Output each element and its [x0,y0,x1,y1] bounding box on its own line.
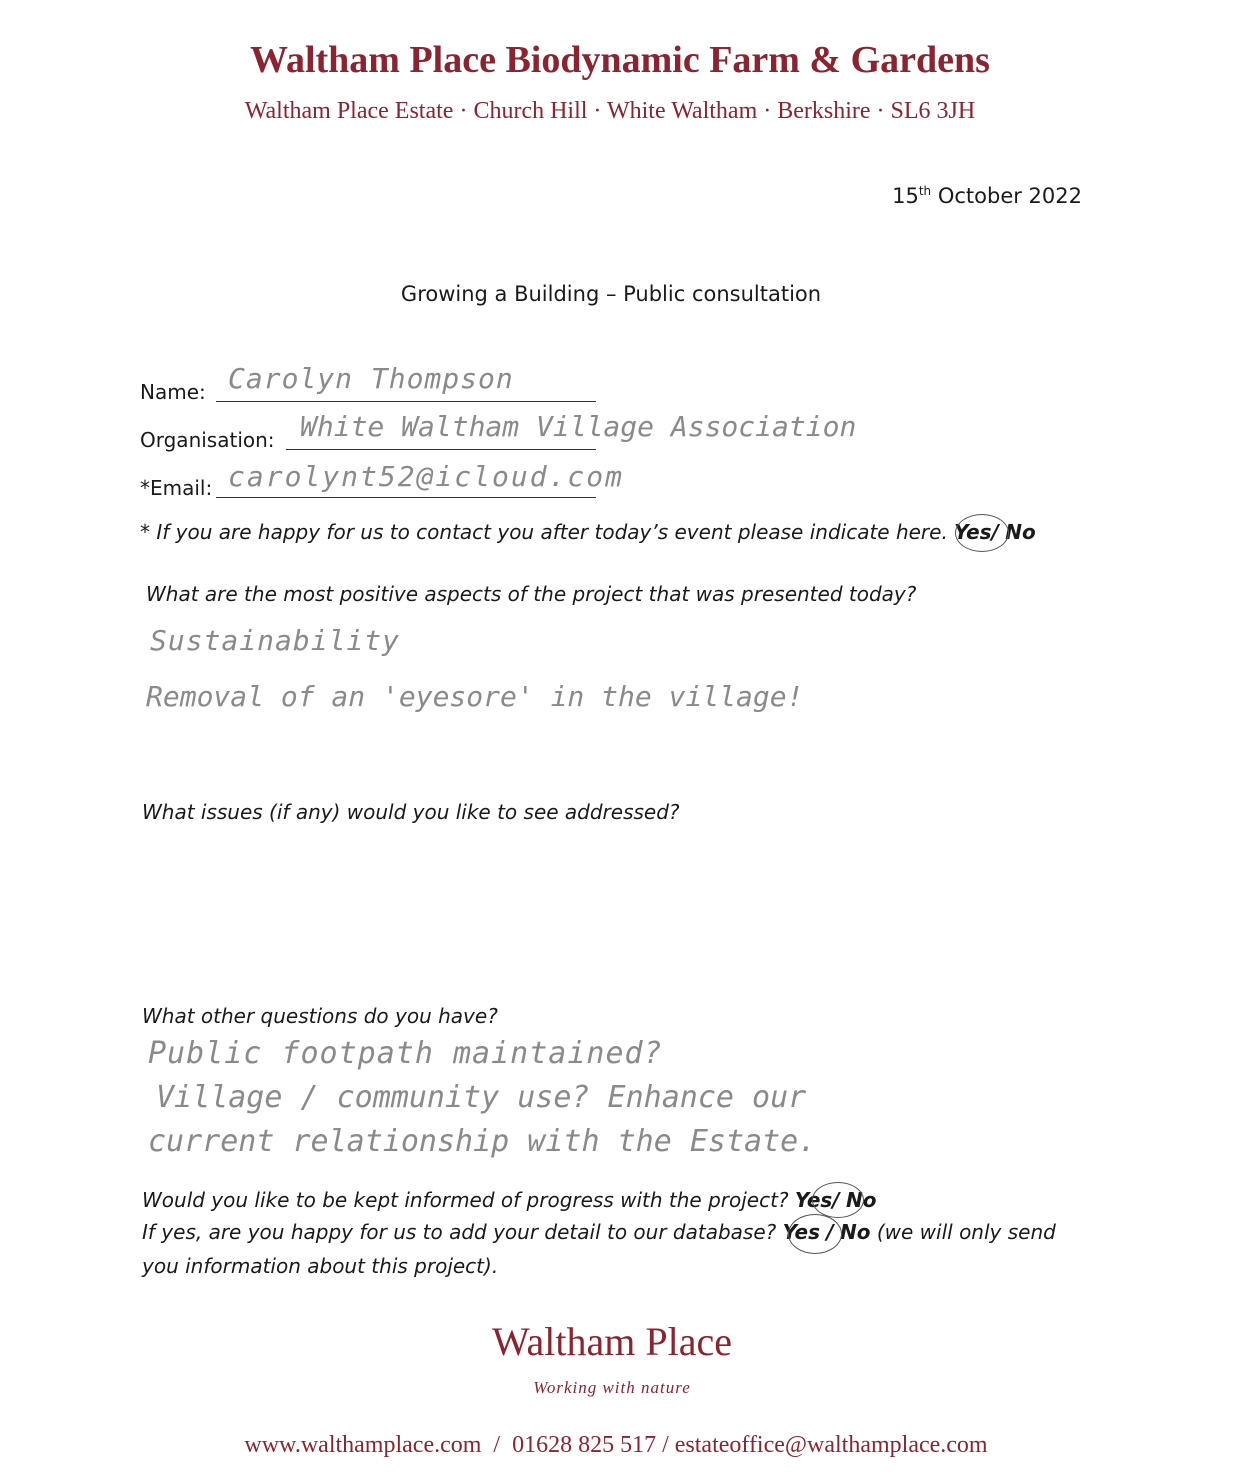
footer-contact: www.walthamplace.com / 01628 825 517 / estateoffice@walthamplace.com [244,1432,988,1458]
footer-tagline: Working with nature [533,1378,691,1397]
informed-yes[interactable]: Yes [794,1188,833,1212]
database-question: If yes, are you happy for us to add your detail to our database? [142,1220,777,1244]
contact-consent-separator: / [991,520,999,544]
other-questions-answer-1[interactable]: Public footpath maintained? [148,1036,663,1071]
date-rest: October 2022 [937,184,1082,208]
other-questions-answer-2[interactable]: Village / community use? Enhance our [156,1080,807,1115]
date-day: 15 [892,184,919,208]
question-other: What other questions do you have? [142,1004,498,1028]
footer-brand: Waltham Place [491,1319,733,1364]
date-suffix: th [918,184,932,198]
contact-consent-yes[interactable]: Yes [954,520,992,544]
informed-yes-circle [812,1182,864,1218]
database-question-row [142,1220,1056,1244]
question-positive-aspects: What are the most positive aspects of the project that was presented today? [146,582,917,606]
name-line [216,401,596,402]
database-note-continued: you information about this project). [142,1254,499,1278]
email-label: *Email: [140,476,213,500]
letterhead-title: Waltham Place Biodynamic Farm & Gardens [250,39,990,81]
email-line [216,497,596,498]
organisation-label: Organisation: [140,428,275,452]
informed-no[interactable]: No [845,1188,877,1212]
database-no[interactable]: No [840,1220,871,1244]
organisation-field[interactable]: White Waltham Village Association [300,410,857,443]
informed-question: Would you like to be kept informed of progress with the project? [142,1188,789,1212]
name-field[interactable]: Carolyn Thompson [228,362,514,395]
contact-consent-no[interactable]: No [1005,520,1036,544]
contact-consent-text [140,520,1036,544]
database-yes[interactable]: Yes [782,1220,820,1244]
database-yes-circle [788,1214,842,1254]
informed-separator: / [832,1188,840,1212]
contact-consent-question: * If you are happy for us to contact you after today’s event please indicate here. [140,520,948,544]
contact-consent-yes-circle [955,514,1009,552]
question-issues: What issues (if any) would you like to see addressed? [142,800,680,824]
form-title: Growing a Building – Public consultation [400,282,822,306]
name-label: Name: [140,380,206,404]
informed-question-row [142,1188,876,1212]
positive-aspects-answer-2[interactable]: Removal of an 'eyesore' in the village! [146,680,804,713]
database-separator: / [826,1220,834,1244]
database-note: (we will only send [876,1220,1056,1244]
organisation-line [286,449,596,450]
other-questions-answer-3[interactable]: current relationship with the Estate. [148,1124,817,1159]
document-date [860,184,1082,208]
email-field[interactable]: carolynt52@icloud.com [228,460,625,493]
letterhead-address: Waltham Place Estate · Church Hill · White Waltham · Berkshire · SL6 3JH [244,98,976,124]
positive-aspects-answer-1[interactable]: Sustainability [150,624,401,657]
